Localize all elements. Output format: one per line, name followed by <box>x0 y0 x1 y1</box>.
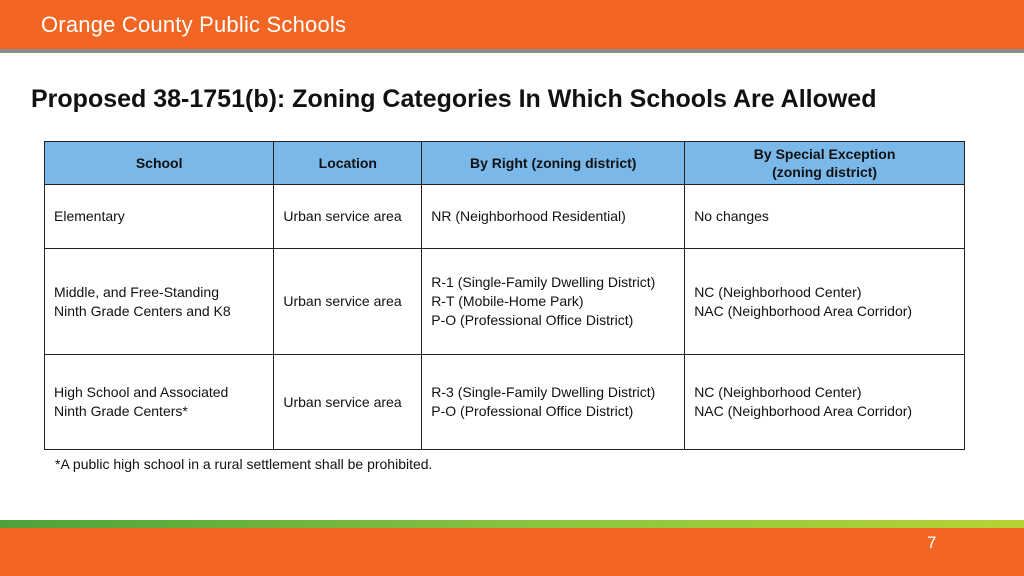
cell-school <box>45 249 274 355</box>
cell-by-right <box>422 185 685 249</box>
header-special-line1: By Special Exception <box>753 146 896 162</box>
table-header-row <box>45 142 965 185</box>
cell-line: P-O (Professional Office District) <box>431 312 634 328</box>
footer-bar <box>0 528 1024 576</box>
cell-line: High School and Associated <box>54 384 229 400</box>
header-bar <box>0 0 1024 49</box>
cell-school <box>45 185 274 249</box>
cell-by-right <box>422 355 685 450</box>
cell-line: R-T (Mobile-Home Park) <box>431 293 584 309</box>
cell-location: Urban service area <box>274 185 422 249</box>
cell-line: No changes <box>694 208 769 224</box>
cell-special-exception <box>685 185 965 249</box>
cell-line: Ninth Grade Centers and K8 <box>54 302 231 319</box>
slide-title: Proposed 38-1751(b): Zoning Categories In Which Schools Are Allowed <box>31 85 877 113</box>
cell-line: Elementary <box>54 208 125 224</box>
cell-line: NR (Neighborhood Residential) <box>431 208 626 224</box>
cell-location: Urban service area <box>274 249 422 355</box>
cell-line: Ninth Grade Centers* <box>54 403 188 419</box>
cell-special-exception <box>685 249 965 355</box>
cell-line: NAC (Neighborhood Area Corridor) <box>694 302 913 319</box>
header-location: Location <box>274 142 422 185</box>
cell-line: NAC (Neighborhood Area Corridor) <box>694 403 913 419</box>
header-by-right: By Right (zoning district) <box>422 142 685 185</box>
footnote: *A public high school in a rural settlement shall be prohibited. <box>55 456 433 472</box>
cell-line: P-O (Professional Office District) <box>431 403 634 419</box>
cell-line: R-1 (Single-Family Dwelling District) <box>431 274 656 290</box>
header-special-line2: (zoning district) <box>772 164 878 180</box>
org-name: Orange County Public Schools <box>41 12 347 37</box>
cell-line: R-3 (Single-Family Dwelling District) <box>431 384 656 400</box>
table-row <box>45 355 965 450</box>
table-row <box>45 185 965 249</box>
cell-location: Urban service area <box>274 355 422 450</box>
header-divider <box>0 49 1024 53</box>
page-number: 7 <box>927 533 937 552</box>
cell-by-right <box>422 249 685 355</box>
cell-special-exception <box>685 355 965 450</box>
cell-line: NC (Neighborhood Center) <box>694 283 862 300</box>
header-special-exception <box>685 142 965 185</box>
header-school: School <box>45 142 274 185</box>
table-row <box>45 249 965 355</box>
cell-school <box>45 355 274 450</box>
cell-line: NC (Neighborhood Center) <box>694 384 862 400</box>
footer-accent-stripe <box>0 520 1024 528</box>
zoning-table <box>44 141 965 450</box>
cell-line: Middle, and Free-Standing <box>54 283 219 300</box>
